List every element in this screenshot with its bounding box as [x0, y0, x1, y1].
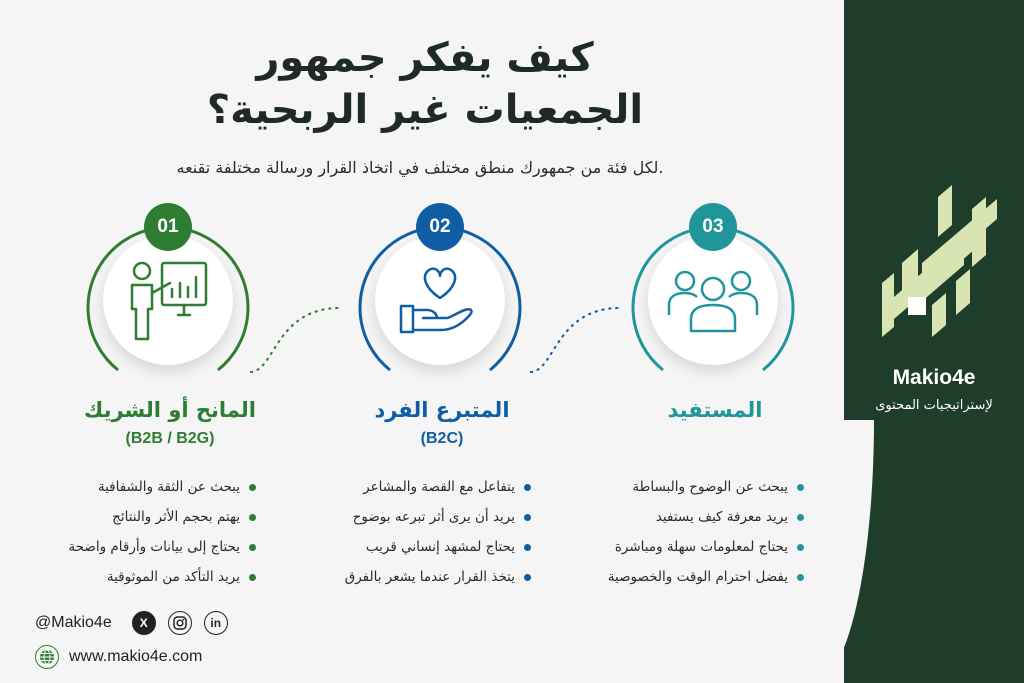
brand-name: Makio4e: [892, 366, 976, 389]
presenter-chart-icon: [120, 255, 216, 345]
column-3-number-badge: 03: [689, 203, 737, 251]
list-item: يحتاج لمعلومات سهلة ومباشرة: [568, 532, 808, 562]
column-1-bullet-list: [20, 472, 260, 592]
heart-hand-icon: [395, 260, 485, 340]
column-2-subtitle: (B2C): [420, 430, 464, 447]
globe-icon: [35, 645, 59, 669]
column-2-number-badge: 02: [416, 203, 464, 251]
list-item: يريد التأكد من الموثوقية: [20, 562, 260, 592]
website-link[interactable]: [35, 645, 202, 669]
page-title-line1: كيف يفكر جمهور: [256, 35, 594, 81]
social-handle: @Makio4e: [35, 614, 112, 631]
column-2-bullet-list: [295, 472, 535, 592]
page-title-line2: الجمعيات غير الربحية؟: [206, 87, 644, 133]
sidebar-curve: [814, 420, 874, 683]
column-3-icon-circle: [648, 235, 778, 365]
list-item: يتخذ القرار عندما يشعر بالفرق: [295, 562, 535, 592]
x-icon[interactable]: X: [132, 611, 156, 635]
linkedin-icon[interactable]: in: [204, 611, 228, 635]
dotted-connector-1: [245, 300, 345, 380]
people-group-icon: [665, 265, 761, 335]
brand-logo: [872, 185, 997, 345]
list-item: يتفاعل مع القصة والمشاعر: [295, 472, 535, 502]
column-2-icon-circle: [375, 235, 505, 365]
brand-tagline: لإستراتيجيات المحتوى: [875, 398, 993, 413]
list-item: يبحث عن الثقة والشفافية: [20, 472, 260, 502]
website-url[interactable]: www.makio4e.com: [69, 648, 203, 665]
column-1-number-badge: 01: [144, 203, 192, 251]
column-1-subtitle: (B2B / B2G): [125, 430, 215, 447]
list-item: يفضل احترام الوقت والخصوصية: [568, 562, 808, 592]
column-3-title: المستفيد: [667, 398, 763, 422]
list-item: يبحث عن الوضوح والبساطة: [568, 472, 808, 502]
column-1-icon-circle: [103, 235, 233, 365]
dotted-connector-2: [525, 300, 625, 380]
list-item: يحتاج إلى بيانات وأرقام واضحة: [20, 532, 260, 562]
list-item: يحتاج لمشهد إنساني قريب: [295, 532, 535, 562]
column-1-title: المانح أو الشريك: [84, 398, 256, 422]
list-item: يهتم بحجم الأثر والنتائج: [20, 502, 260, 532]
list-item: يريد معرفة كيف يستفيد: [568, 502, 808, 532]
brand-sidebar: [844, 0, 1024, 683]
instagram-icon[interactable]: [168, 611, 192, 635]
social-links: [35, 611, 228, 635]
column-2-title: المتبرع الفرد: [374, 398, 510, 422]
column-3-bullet-list: [568, 472, 808, 592]
list-item: يريد أن يرى أثر تبرعه بوضوح: [295, 502, 535, 532]
page-subtitle: لكل فئة من جمهورك منطق مختلف في اتخاذ القرار ورسالة مختلفة تقنعه.: [176, 158, 664, 177]
